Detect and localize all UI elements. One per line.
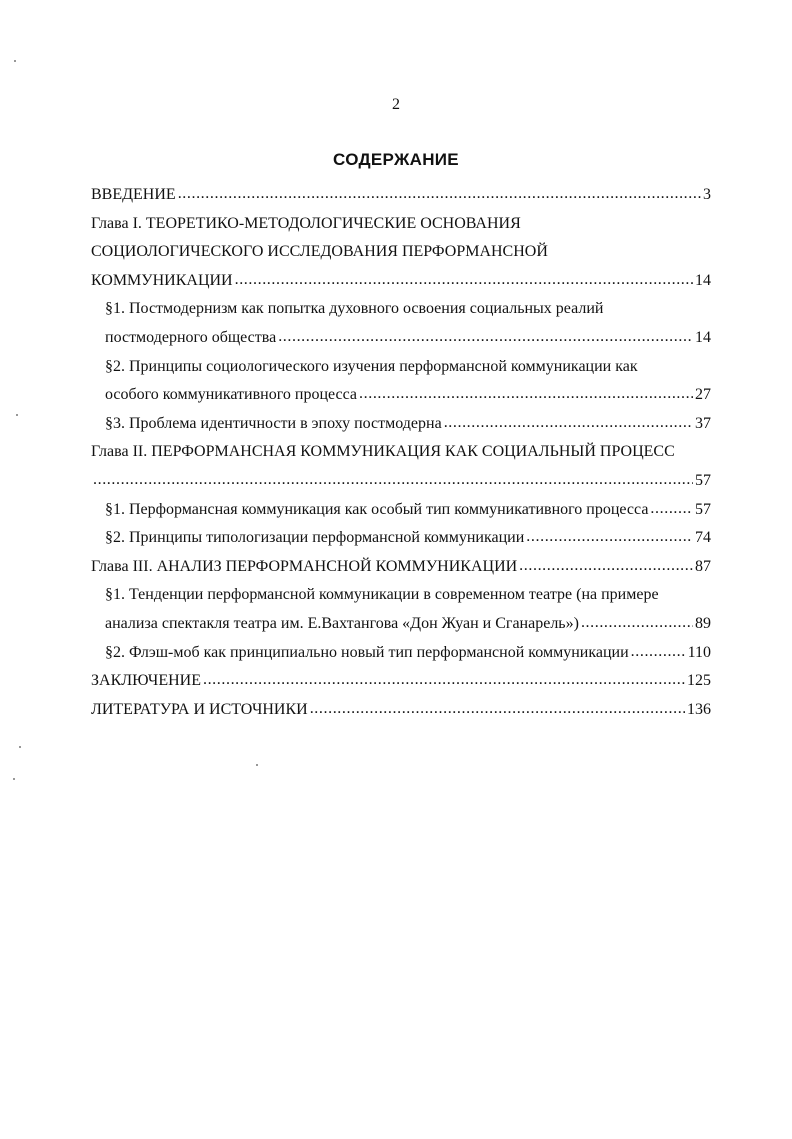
- toc-entry-chapter-1-cont[interactable]: [91, 238, 711, 267]
- toc-entry-text: особого коммуникативного процесса: [105, 386, 358, 404]
- toc-entry-text: СОЦИОЛОГИЧЕСКОГО ИССЛЕДОВАНИЯ ПЕРФОРМАНСНОЙ: [91, 243, 548, 261]
- toc-entry-1-1[interactable]: [91, 295, 711, 324]
- toc-entry-text: §1. Постмодернизм как попытка духовного освоения социальных реалий: [105, 300, 604, 318]
- toc-entry-text: анализа спектакля театра им. Е.Вахтангова «Дон Жуан и Сганарель»): [105, 614, 579, 632]
- toc-entry-text: §2. Принципы типологизации перформансной коммуникации: [105, 529, 525, 547]
- toc-entry-page: 87: [695, 557, 711, 575]
- toc-entry-chapter-1-end[interactable]: [91, 267, 711, 296]
- toc-entry-text: §1. Тенденции перформансной коммуникации в современном театре (на примере: [105, 586, 659, 604]
- scan-speck: [16, 414, 18, 416]
- dot-leader: [631, 638, 686, 667]
- toc-entry-page: 14: [695, 328, 711, 346]
- toc-entry-3-1[interactable]: [91, 581, 711, 610]
- toc-entry-text: ЛИТЕРАТУРА И ИСТОЧНИКИ: [91, 700, 308, 718]
- dot-leader: [359, 380, 693, 409]
- toc-entry-page: 136: [687, 700, 711, 718]
- toc-entry-text: ВВЕДЕНИЕ: [91, 186, 176, 203]
- page-number: 2: [392, 96, 400, 113]
- table-of-contents: [91, 181, 711, 724]
- toc-entry-text: Глава III. АНАЛИЗ ПЕРФОРМАНСНОЙ КОММУНИКАЦИИ: [91, 557, 518, 575]
- toc-entry-chapter-3[interactable]: [91, 553, 711, 582]
- dot-leader: [526, 523, 693, 552]
- dot-leader: [178, 180, 701, 209]
- toc-entry-text: постмодерного общества: [105, 328, 277, 346]
- toc-entry-text: КОММУНИКАЦИИ: [91, 271, 233, 289]
- toc-entry-text: §1. Перформансная коммуникация как особый тип коммуникативного процесса: [105, 500, 649, 518]
- scan-speck: [19, 746, 21, 748]
- dot-leader: [235, 266, 693, 295]
- toc-entry-chapter-2-end[interactable]: [91, 467, 711, 496]
- toc-entry-page: 110: [687, 643, 711, 661]
- toc-entry-3-2[interactable]: [91, 639, 711, 668]
- toc-entry-text: Глава I. ТЕОРЕТИКО-МЕТОДОЛОГИЧЕСКИЕ ОСНОВАНИЯ: [91, 214, 521, 232]
- toc-entry-1-2[interactable]: [91, 353, 711, 382]
- toc-entry-chapter-2[interactable]: [91, 438, 711, 467]
- toc-entry-1-1-end[interactable]: [91, 324, 711, 353]
- toc-entry-text: §2. Принципы социологического изучения перформансной коммуникации как: [105, 357, 638, 375]
- scan-speck: [13, 778, 15, 780]
- toc-title: СОДЕРЖАНИЕ: [333, 150, 459, 169]
- dot-leader: [310, 695, 685, 724]
- toc-entry-conclusion[interactable]: [91, 667, 711, 696]
- toc-entry-text: ЗАКЛЮЧЕНИЕ: [91, 672, 201, 690]
- toc-entry-page: 125: [687, 672, 711, 690]
- dot-leader: [581, 609, 693, 638]
- toc-entry-page: 74: [695, 529, 711, 547]
- toc-entry-page: 89: [695, 614, 711, 632]
- toc-entry-2-1[interactable]: [91, 496, 711, 525]
- toc-entry-text: §2. Флэш-моб как принципиально новый тип перформансной коммуникации: [105, 643, 629, 661]
- dot-leader: [519, 552, 693, 581]
- dot-leader: [93, 466, 693, 495]
- toc-entry-3-1-end[interactable]: [91, 610, 711, 639]
- dot-leader: [444, 409, 693, 438]
- toc-entry-1-3[interactable]: [91, 410, 711, 439]
- toc-entry-text: Глава II. ПЕРФОРМАНСНАЯ КОММУНИКАЦИЯ КАК СОЦИАЛЬНЫЙ ПРОЦЕСС: [91, 443, 675, 461]
- toc-entry-references[interactable]: [91, 696, 711, 725]
- toc-entry-page: 57: [695, 471, 711, 489]
- toc-entry-chapter-1[interactable]: [91, 210, 711, 239]
- dot-leader: [203, 666, 685, 695]
- toc-entry-page: 57: [695, 500, 711, 518]
- dot-leader: [650, 495, 693, 524]
- toc-entry-2-2[interactable]: [91, 524, 711, 553]
- scan-speck: [14, 60, 16, 62]
- toc-entry-1-2-end[interactable]: [91, 381, 711, 410]
- toc-entry-page: 37: [695, 414, 711, 432]
- toc-entry-introduction[interactable]: [91, 181, 711, 210]
- toc-entry-page: 14: [695, 271, 711, 289]
- dot-leader: [278, 323, 693, 352]
- scan-speck: [256, 764, 258, 766]
- toc-entry-text: §3. Проблема идентичности в эпоху постмодерна: [105, 414, 442, 432]
- toc-entry-page: 27: [695, 386, 711, 404]
- toc-entry-page: 3: [703, 186, 711, 203]
